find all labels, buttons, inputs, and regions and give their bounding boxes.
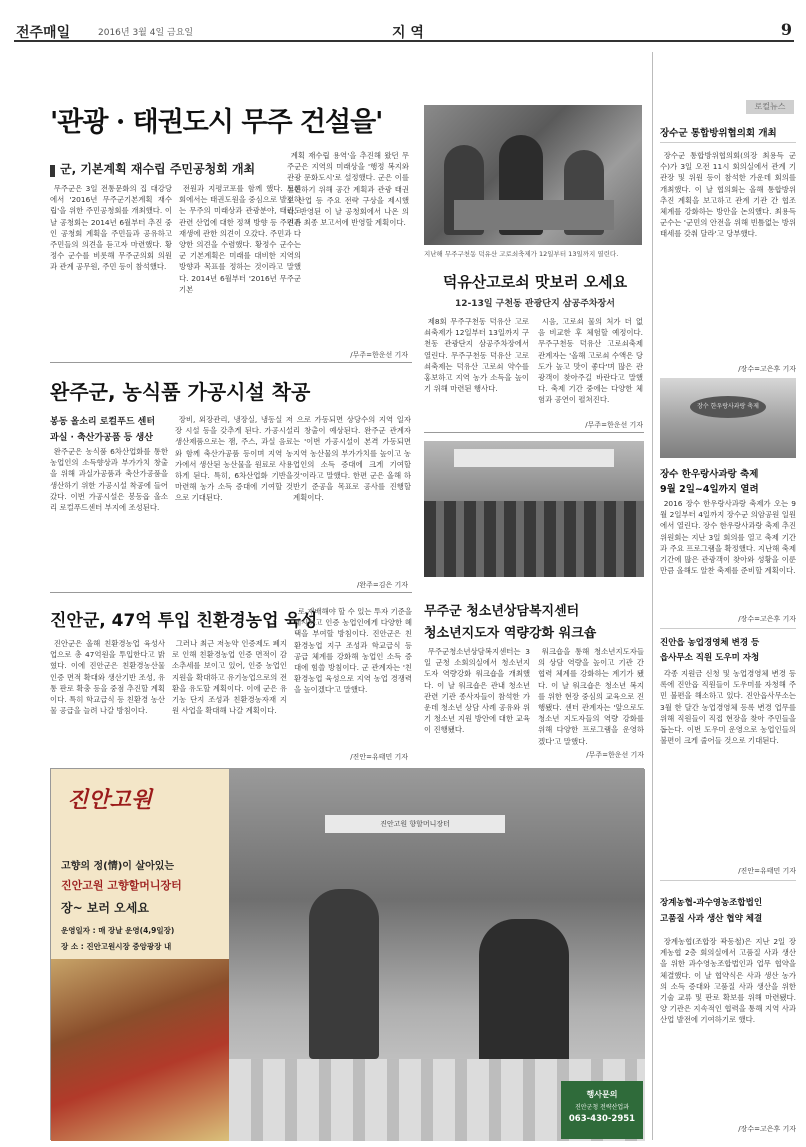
article4-photo (424, 105, 642, 245)
article5-col2: 워크숍을 통해 청소년지도자들의 상담 역량을 높이고 기관 간 협력 체계를 강화하는 계기가 됐다. 이 날 워크숍은 청소년 복지를 위한 현장 중심의 교육으로 진행됐다. 센터 관계자는 '앞으로도 청소년 지도자들의 역량 강화를 위해 다양한 프로그램을 운영하겠다'고 말했다. (538, 647, 644, 746)
ad-place: 장 소 : 진안고원시장 중앙광장 내 (61, 942, 172, 951)
ad-market-logo: 진안고원 (67, 787, 153, 813)
ad-line3: 장~ 보러 오세요 (61, 901, 149, 915)
group-photo (424, 441, 644, 577)
article5-byline: /무주=한운선 기자 (586, 751, 644, 759)
ad-banner (50, 768, 644, 1140)
article5-headline1: 무주군 청소년상담복지센터 (424, 604, 580, 619)
article3-col3: 로 재배해야 할 수 있는 투자 기준을 제시하고 인증 농업인에게 다양한 혜택을 부여할 방침이다. 진안군은 친환경농업 지구 조성과 학교급식 등 공급 체계를 강화해 농업인 소득 증대에 힘쓸 방침이다. 군 관계자는 '친환경농업 육성으로 지역 농업 경쟁력을 높이겠다'고 말했다. (294, 607, 412, 695)
article3-headline: 진안군, 47억 투입 친환경농업 육성 (50, 611, 318, 631)
article2-col1: 완주군은 농식품 6차산업화를 통한 농업인의 소득향상과 부가가치 창출을 위해 과실가공품과 축산가공품을 생산하기 위한 가공시설 착공에 들어갔다. 이번 가공시설은 봉동읍 올소리 로컬푸드센터 부지에 조성된다. (50, 447, 168, 513)
section-name: 지 역 (392, 25, 424, 41)
ad-phone: 063-430-2951 (568, 1114, 636, 1124)
sidebar-festival-photo (660, 378, 796, 458)
article1-col3: 계획 재수립 용역'을 추진해 왔던 무주군은 지역의 미래상을 '행정 복지와 관광 문화도시'로 설정했다. 군은 이를 실현하기 위해 공간 계획과 관광 태권도 산업 등 주요 전략 구상을 제시했다. 반영된 이 날 공청회에서 나온 의견은 최종 보고서에 반영할 계획이다. (287, 151, 409, 228)
sidebar-logo: 로컬뉴스 (746, 100, 794, 114)
sidebar-s4-byline: /장수=고은후 기자 (738, 1125, 796, 1133)
article4-headline: 덕유산고로쇠 맛보러 오세요 (442, 273, 628, 291)
ad-market-sign: 진안고원 향할머니장터 (325, 815, 505, 833)
article4-col1: 제8회 무주구천동 덕유산 고로쇠축제가 12일부터 13일까지 구천동 관광단지 삼공주차장에서 열린다. 무주구천동 덕유산 고로쇠축제는 덕유산 고로쇠 약수를 홍보하고 지역 농가 소득을 높이기 위해 마련된 행사다. (424, 317, 529, 394)
article5-headline2: 청소년지도자 역량강화 워크숍 (424, 626, 597, 641)
article3-col2: 그러나 최근 저농약 인증제도 폐지로 인해 친환경농업 인증 면적이 감소추세를 보이고 있어, 인증 농업인 지원을 확대하고 유기농업으로의 전환을 유도할 계획이다. 이에 군은 유기농 단지 조성과 친환경농자재 지원 사업을 확대해 나갈 계획이다. (172, 639, 287, 716)
article1-byline: /무주=한운선 기자 (350, 351, 408, 359)
sidebar-rule-3 (660, 880, 796, 881)
sidebar-s4-text: 장계농협(조합장 곽동철)은 지난 2일 장계농협 2층 회의실에서 고품질 사과 생산을 위한 과수영농조합법인과 업무 협약을 체결했다. 이 날 협약식은 사과 생산 농가의 소득 증대와 고품질 사과 생산을 위한 기술 교류 및 판로 확보를 위해 마련됐다. 양 기관은 지속적인 협력을 통해 지역 사과 산업 발전에 기여하기로 했다. (660, 937, 796, 1025)
newspaper-brand: 전주매일 (16, 25, 71, 41)
article2-subhead1: 봉동 올소리 로컬푸드 센터 (50, 417, 156, 427)
article3-byline: /진안=유태민 기자 (350, 753, 408, 761)
ad-line2: 진안고원 고향할머니장터 (61, 879, 182, 892)
sidebar-s1-text: 장수군 통합방위협의회(의장 최용득 군수)가 3일 오전 11시 회의실에서 관계 기관장 및 위원 등이 참석한 가운데 회의를 개최했다. 이 날 협의회는 올해 통합방위 추진 계획을 보고하고 관계 기관 간 협조 체계를 강화하는 방안을 논의했다. 최용득 군수는 '군민의 안전을 위해 빈틈없는 방위 태세를 갖춰 달라'고 당부했다. (660, 151, 796, 239)
article2-subhead2: 과실 · 축산가공품 등 생산 (50, 433, 153, 443)
sidebar-s2-text: 2016 장수 한우랑사과랑 축제가 오는 9월 2일부터 4일까지 장수군 의암공원 일원에서 열린다. 장수 한우랑사과랑 축제 추진위원회는 지난 3일 회의를 열고 축제 기간과 주요 프로그램을 확정했다. 지난해 축제 기간에 많은 관광객이 찾아와 성황을 이룬 만큼 올해도 알찬 축제를 준비할 계획이다. (660, 499, 796, 576)
sidebar-s1-byline: /장수=고은후 기자 (738, 365, 796, 373)
divider-3 (50, 592, 412, 593)
sidebar-s4-title2: 고품질 사과 생산 협약 체결 (660, 914, 763, 924)
article2-col2: 장비, 외장관리, 냉장실, 냉동실 저장 시설 등을 갖추게 된다. 가공시설 생산제품으로는 잼, 주스, 과실 음료와 함께 축산가공품 등이며 지역 농가에서 생산된 농산물을 원료로 사용하게 된다. 특히, 6차산업화 기반을 마련해 농가 소득 증대에 기여할 것으로 기대된다. (175, 415, 293, 503)
sidebar-rule-2 (660, 628, 796, 629)
article4-byline: /무주=한운선 기자 (585, 421, 643, 429)
sidebar-s2-title1: 장수 한우랑사과랑 축제 (660, 469, 759, 480)
sidebar-divider (652, 52, 653, 1140)
ad-sponsor: 행사문의 (586, 1090, 618, 1099)
article1-col1: 무주군은 3일 전통문화의 집 대강당에서 '2016년 무주군기본계획 재수립'을 위한 주민공청회를 개최했다. 이 날 공청회는 2014년 6월부터 추진 중인 공청회 계획을 주민들과 공유하고 주민들의 의견을 듣고자 마련했다. 황정수 군수를 비롯해 무주군의회 의원과 관계 공무원, 주민 등이 참석했다. (50, 184, 172, 272)
sidebar-s3-text: 각종 지원금 신청 및 농업경영체 변경 등록에 진안읍 직원들이 도우미를 자청해 주민 불편을 해소하고 있다. 진안읍사무소는 3월 한 달간 농업경영체 등록 변경 업무를 위해 직원들이 직접 현장을 찾아 주민들을 돕는다. 이번 도우미 운영으로 농업인들의 불편이 크게 줄어들 것으로 기대된다. (660, 669, 796, 746)
article2-byline: /완주=김은 기자 (356, 581, 408, 589)
article3-col1: 진안군은 올해 친환경농업 육성사업으로 총 47억원을 투입한다고 밝혔다. 이에 진안군은 친환경농산물 인증 면적 확대와 생산기반 조성, 유통 판로 확충 등을 중점 추진할 계획이다. 특히 학교급식 등 친환경 농산물 공급을 늘려 나갈 방침이다. (50, 639, 165, 716)
sidebar-s2-title2: 9월 2일~4일까지 열려 (660, 484, 759, 495)
page-header (14, 20, 794, 42)
sidebar-s1-title: 장수군 통합방위협의회 개최 (660, 128, 777, 139)
article4-col2: 시음, 고로쇠 물의 처가 더 없 음 비교한 후 체험할 예정이다. 무주구천동 덕유산 고로쇠축제 관계자는 '올해 고로쇠 수액은 당도가 높고 맛이 좋다'며 많은 관광객이 찾아주길 바란다고 말했다. 축제 기간 중에는 다양한 체험과 공연이 펼쳐진다. (538, 317, 643, 405)
article4-subhead: 12-13일 구천동 관광단지 삼공주차장서 (455, 299, 615, 309)
sidebar-s2-byline: /장수=고은후 기자 (738, 615, 796, 623)
page-number: 9 (780, 20, 792, 39)
article4-photo-caption: 지난해 무주구천동 덕유산 고로쇠축제가 12일부터 13일까지 열린다. (424, 250, 619, 258)
article1-col2: 전원과 지평코포를 함께 했다. 토론회에서는 태권도원을 중심으로 발전하는 무주의 미래상과 관광분야, 태권도 관련 산업에 대한 정책 방향 등 주민과 재생에 관한 의견이 오갔다. 주민과 다양한 의견을 수렴했다. 황정수 군수는 군 기본계획은 미래를 대비한 지역의 방향과 목표를 정하는 것이라고 말했다. 2014년 6월부터 '2016년 무주군기본 (179, 184, 301, 294)
ad-line1: 고향의 정(情)이 살아있는 (61, 861, 175, 872)
ad-schedule: 운영일자 : 매 장날 운영(4,9일장) (61, 926, 175, 935)
sidebar-s3-byline: /진안=유태민 기자 (738, 867, 796, 875)
ad-sponsor-sub: 진안군청 전략산업과 (574, 1104, 630, 1111)
article2-col3: 으로 가동되면 상당수의 지역 일자리 창출이 예상된다. 완주군 관계자는 '이번 가공시설이 본격 가동되면 지역 농산물의 부가가치를 높이고 농업인의 소득 증대에 크게 기여할 것'이라고 말했다. 한편 군은 올해 하반기 준공을 목표로 공사를 진행할 계획이다. (293, 415, 411, 503)
article1-headline: '관광 · 태권도시 무주 건설을' (50, 107, 383, 138)
ad-text-panel (51, 769, 229, 1141)
article2-headline: 완주군, 농식품 가공시설 착공 (50, 380, 311, 404)
article1-subhead: 군, 기본계획 재수립 주민공청회 개최 (60, 162, 256, 176)
article5-col1: 무주군청소년상담복지센터는 3일 군청 소회의실에서 청소년지도자 역량강화 워크숍을 개최했다. 이 날 워크숍은 관내 청소년 관련 기관 종사자들이 참석한 가운데 청소년 상담 사례 공유와 위기 청소년 지원 방안에 대한 교육이 진행됐다. (424, 647, 530, 735)
sidebar-festival-photo-label: 장수 한우랑사과랑 축제 (690, 396, 766, 418)
ad-produce-image (51, 959, 229, 1141)
divider-1 (50, 362, 412, 363)
sidebar-s3-title2: 읍사무소 직원 도우미 자청 (660, 653, 760, 663)
sidebar-s4-title1: 장계농협-과수영농조합법인 (660, 898, 763, 908)
article1-subhead-rule (50, 165, 55, 177)
ad-sponsor-box (561, 1081, 643, 1139)
sidebar-s1-rule (660, 142, 796, 143)
divider-2 (424, 432, 644, 433)
issue-date: 2016년 3월 4일 금요일 (98, 28, 194, 38)
sidebar-s3-title1: 진안읍 농업경영체 변경 등 (660, 638, 760, 648)
